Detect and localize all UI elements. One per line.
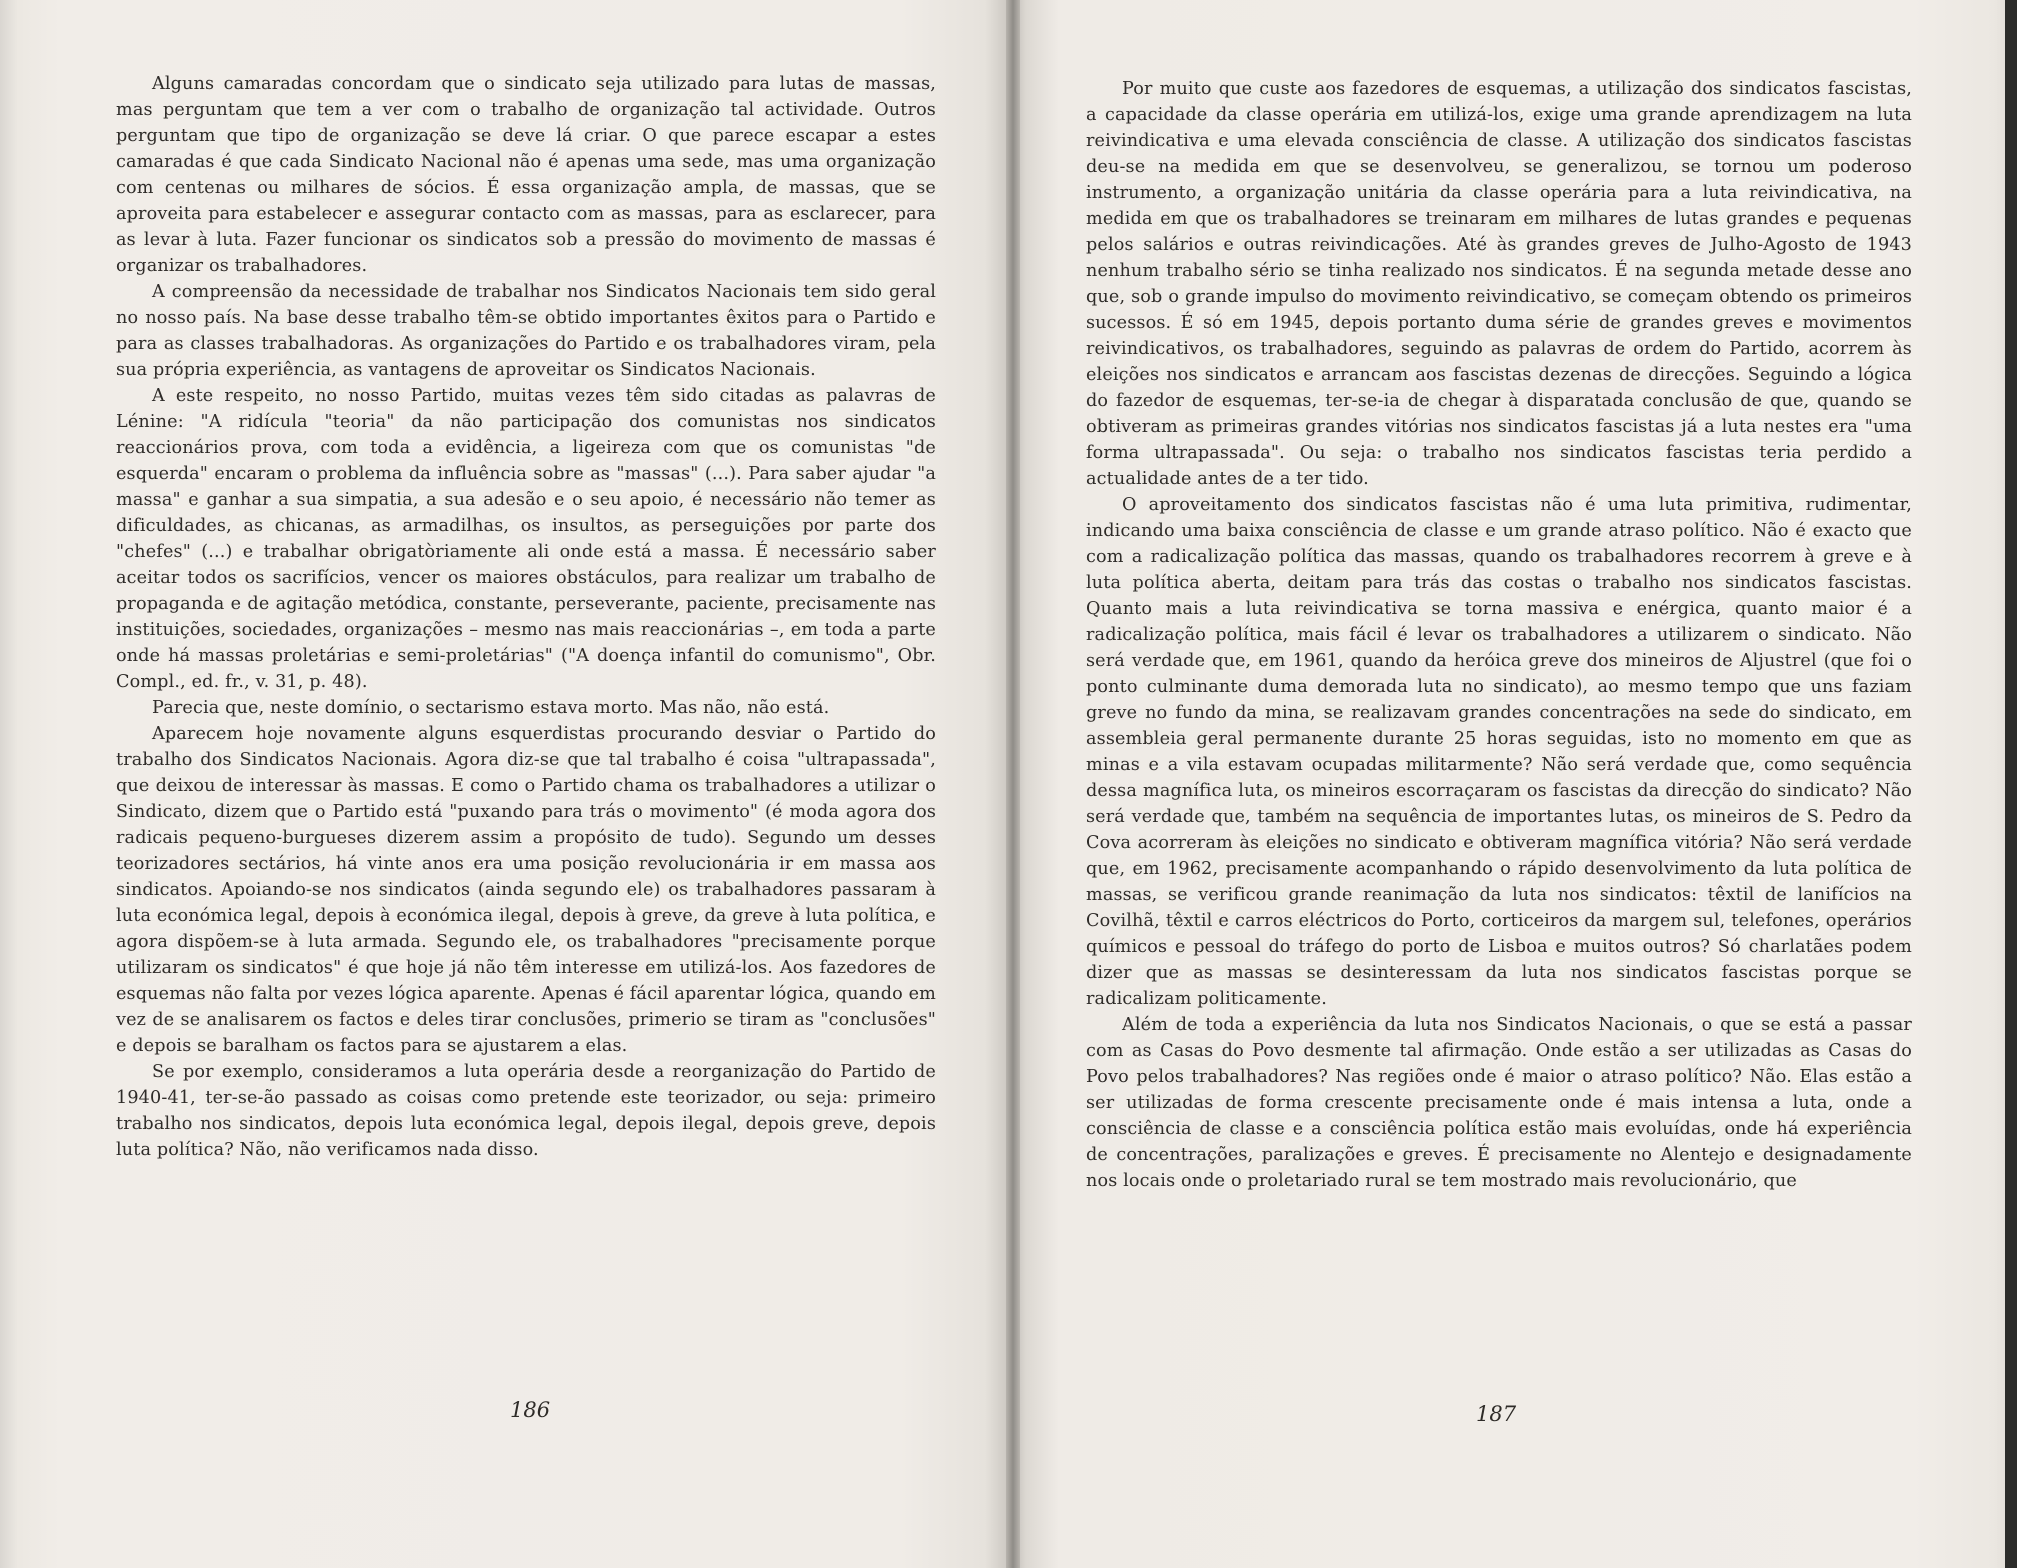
book-gutter bbox=[1006, 0, 1020, 1568]
right-paragraph-2: O aproveitamento dos sindicatos fascistas não é uma luta primitiva, rudimentar, indicando uma baixa consciência de classe e um grande atraso político. Não é exacto que com a radicalização política das massas, quando os trabalhadores recorrem à greve e à luta política aberta, deitam para trás das costas o trabalho nos sindicatos fascistas. Quanto mais a luta reivindicativa se torna massiva e enérgica, quanto maior é a radicalização política, mais fácil é levar os trabalhadores a utilizarem o sindicato. Não será verdade que, em 1961, quando da heróica greve dos mineiros de Aljustrel (que foi o ponto culminante duma demorada luta no sindicato), ao mesmo tempo que uns faziam greve no fundo da mina, se realizavam grandes concentrações na sede do sindicato, em assembleia geral permanente durante 25 horas seguidas, isto no momento em que as minas e a vila estavam ocupadas militarmente? Não será verdade que, como sequência dessa magnífica luta, os mineiros escorraçaram os fascistas da direcção do sindicato? Não será verdade que, também na sequência de importantes lutas, os mineiros de S. Pedro da Cova acorreram às eleições no sindicato e obtiveram magnífica vitória? Não será verdade que, em 1962, precisamente acompanhando o rápido desenvolvimento da luta política de massas, se verificou grande reanimação da luta nos sindicatos: têxtil de lanifícios na Covilhã, têxtil e carros eléctricos do Porto, corticeiros da margem sul, telefones, operários químicos e pessoal do tráfego do porto de Lisboa e muitos outros? Só charlatães podem dizer que as massas se desinteressam da luta nos sindicatos fascistas porque se radicalizam politicamente. bbox=[1086, 495, 1912, 1009]
right-paragraph-1: Por muito que custe aos fazedores de esquemas, a utilização dos sindicatos fascistas, a capacidade da classe operária em utilizá-los, exige uma grande aprendizagem na luta reivindicativa e uma elevada consciência de classe. A utilização dos sindicatos fascistas deu-se na medida em que se desenvolveu, se generalizou, se tornou um poderoso instrumento, a organização unitária da classe operária para a luta reivindicativa, na medida em que os trabalhadores se treinaram em milhares de lutas grandes e pequenas pelos salários e outras reivindicações. Até às grandes greves de Julho-Agosto de 1943 nenhum trabalho sério se tinha realizado nos sindicatos. É na segunda metade desse ano que, sob o grande impulso do movimento reivindicativo, se começam obtendo os primeiros sucessos. É só em 1945, depois portanto duma série de grandes greves e movimentos reivindicativos, os trabalhadores, seguindo as palavras de ordem do Partido, acorrem às eleições nos sindicatos e arrancam aos fascistas dezenas de direcções. Seguindo a lógica do fazedor de esquemas, ter-se-ia de chegar à disparatada conclusão de que, quando se obtiveram as primeiras grandes vitórias nos sindicatos fascistas já a luta nestes era "uma forma ultrapassada". Ou seja: o trabalho nos sindicatos fascistas teria perdido a actualidade antes de a ter tido. bbox=[1086, 79, 1912, 489]
right-paragraph-3: Além de toda a experiência da luta nos Sindicatos Nacionais, o que se está a passar com as Casas do Povo desmente tal afirmação. Onde estão a ser utilizadas as Casas do Povo pelos trabalhadores? Nas regiões onde é maior o atraso político? Não. Elas estão a ser utilizadas de forma crescente precisamente onde é mais intensa a luta, onde a consciência de classe e a consciência política estão mais evoluídas, onde há experiência de concentrações, paralizações e greves. É precisamente no Alentejo e designadamente nos locais onde o proletariado rural se tem mostrado mais revolucionário, que bbox=[1086, 1015, 1912, 1191]
right-page-number: 187 bbox=[1476, 1402, 1517, 1426]
left-page-text bbox=[116, 71, 936, 1163]
right-page-text bbox=[1086, 76, 1912, 1194]
scan-edge bbox=[2005, 0, 2017, 1568]
left-paragraph-1: Alguns camaradas concordam que o sindicato seja utilizado para lutas de massas, mas perguntam que tem a ver com o trabalho de organização tal actividade. Outros perguntam que tipo de organização se deve lá criar. O que parece escapar a estes camaradas é que cada Sindicato Nacional não é apenas uma sede, mas uma organização com centenas ou milhares de sócios. É essa organização ampla, de massas, que se aproveita para estabelecer e assegurar contacto com as massas, para as esclarecer, para as levar à luta. Fazer funcionar os sindicatos sob a pressão do movimento de massas é organizar os trabalhadores. bbox=[116, 74, 936, 276]
left-paragraph-6: Se por exemplo, consideramos a luta operária desde a reorganização do Partido de 1940-41, ter-se-ão passado as coisas como pretende este teorizador, ou seja: primeiro trabalho nos sindicatos, depois luta económica legal, depois ilegal, depois greve, depois luta política? Não, não verificamos nada disso. bbox=[116, 1062, 936, 1160]
left-paragraph-2: A compreensão da necessidade de trabalhar nos Sindicatos Nacionais tem sido geral no nosso país. Na base desse trabalho têm-se obtido importantes êxitos para o Partido e para as classes trabalhadoras. As organizações do Partido e os trabalhadores viram, pela sua própria experiência, as vantagens de aproveitar os Sindicatos Nacionais. bbox=[116, 282, 936, 380]
left-paragraph-5: Aparecem hoje novamente alguns esquerdistas procurando desviar o Partido do trabalho dos Sindicatos Nacionais. Agora diz-se que tal trabalho é coisa "ultrapassada", que deixou de interessar às massas. E como o Partido chama os trabalhadores a utilizar o Sindicato, dizem que o Partido está "puxando para trás o movimento" (é moda agora dos radicais pequeno-burgueses dizerem assim a propósito de tudo). Segundo um desses teorizadores sectários, há vinte anos era uma posição revolucionária ir em massa aos sindicatos. Apoiando-se nos sindicatos (ainda segundo ele) os trabalhadores passaram à luta económica legal, depois à económica ilegal, depois à greve, da greve à luta política, e agora dispõem-se à luta armada. Segundo ele, os trabalhadores "precisamente porque utilizaram os sindicatos" é que hoje já não têm interesse em utilizá-los. Aos fazedores de esquemas não falta por vezes lógica aparente. Apenas é fácil aparentar lógica, quando em vez de se analisarem os factos e deles tirar conclusões, primerio se tiram as "conclusões" e depois se baralham os factos para se ajustarem a elas. bbox=[116, 724, 936, 1056]
left-paragraph-4: Parecia que, neste domínio, o sectarismo estava morto. Mas não, não está. bbox=[152, 698, 830, 718]
left-paragraph-3: A este respeito, no nosso Partido, muitas vezes têm sido citadas as palavras de Lénine: "A ridícula "teoria" da não participação dos comunistas nos sindicatos reaccionários prova, com toda a evidência, a ligeireza com que os comunistas "de esquerda" encaram o problema da influência sobre as "massas" (...). Para saber ajudar "a massa" e ganhar a sua simpatia, a sua adesão e o seu apoio, é necessário não temer as dificuldades, as chicanas, as armadilhas, os insultos, as perseguições por parte dos "chefes" (...) e trabalhar obrigatòriamente ali onde está a massa. É necessário saber aceitar todos os sacrifícios, vencer os maiores obstáculos, para realizar um trabalho de propaganda e de agitação metódica, constante, perseverante, paciente, precisamente nas instituições, sociedades, organizações – mesmo nas mais reaccionárias –, em toda a parte onde há massas proletárias e semi-proletárias" ("A doença infantil do comunismo", Obr. Compl., ed. fr., v. 31, p. 48). bbox=[116, 386, 936, 692]
left-page-number: 186 bbox=[510, 1398, 551, 1422]
right-page bbox=[1014, 0, 2017, 1568]
